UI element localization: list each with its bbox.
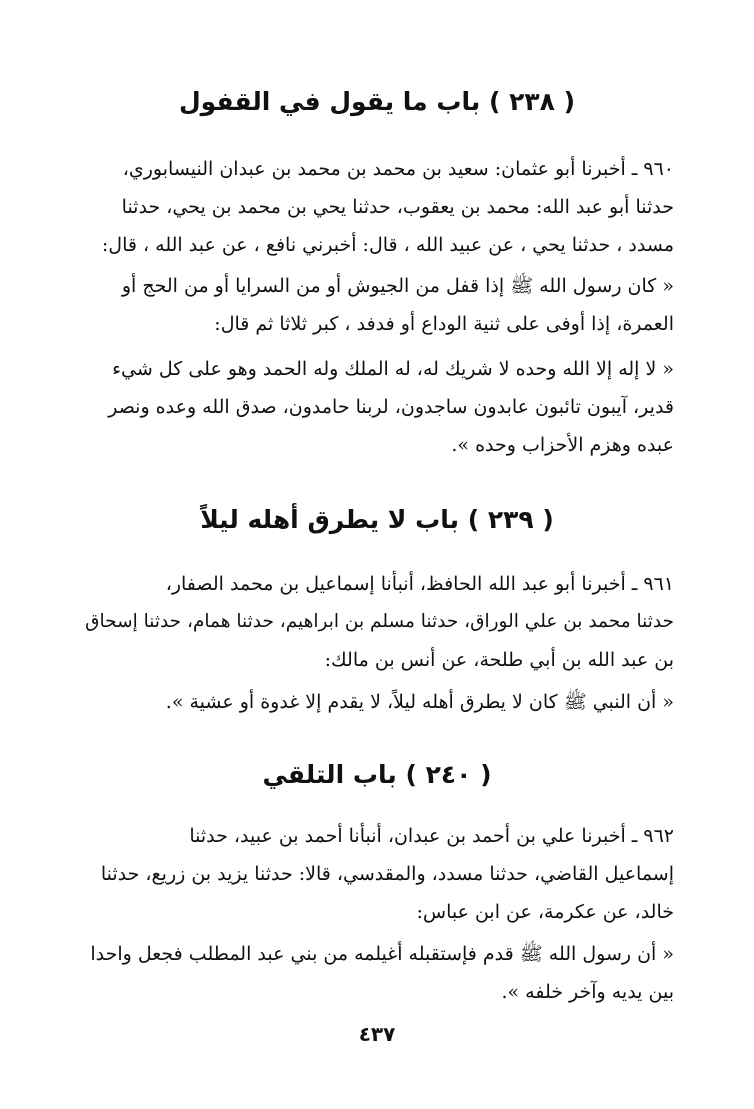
text-line: قدير، آيبون تائبون عابدون ساجدون، لربنا حامدون، صدق الله وعده ونصر	[108, 396, 674, 418]
text-line: « أن النبي ﷺ كان لا يطرق أهله ليلاً، لا يقدم إلا غدوة أو عشية ».	[165, 691, 674, 713]
hadith-961-matn	[74, 683, 674, 721]
text-line: حدثنا أبو عبد الله: محمد بن يعقوب، حدثنا يحي بن محمد بن يحي، حدثنا	[121, 196, 674, 218]
text-line: ٩٦٠ ـ أخبرنا أبو عثمان: سعيد بن محمد بن محمد بن عبدان النيسابوري،	[122, 158, 674, 180]
text-line: العمرة، إذا أوفى على ثنية الوداع أو فدفد ، كبر ثلاثا ثم قال:	[214, 313, 674, 335]
text-line: ٩٦١ ـ أخبرنا أبو عبد الله الحافظ، أنبأنا إسماعيل بن محمد الصفار،	[165, 573, 674, 595]
text-line: عبده وهزم الأحزاب وحده ».	[451, 434, 674, 456]
text-line: « كان رسول الله ﷺ إذا قفل من الجيوش أو من السرايا أو من الحج أو	[121, 275, 674, 297]
hadith-962-isnad	[74, 817, 674, 931]
text-line: إسماعيل القاضي، حدثنا مسدد، والمقدسي، قالا: حدثنا يزيد بن زريع، حدثنا	[100, 863, 674, 885]
text-line: بن عبد الله بن أبي طلحة، عن أنس بن مالك:	[324, 649, 674, 671]
hadith-961-isnad	[74, 565, 674, 679]
text-line: « أن رسول الله ﷺ قدم فإستقبله أغيلمه من بني عبد المطلب فجعل واحدا	[90, 943, 674, 965]
page-number: ٤٣٧	[358, 1022, 396, 1046]
text-line: خالد، عن عكرمة، عن ابن عباس:	[416, 901, 674, 923]
text-line: « لا إله إلا الله وحده لا شريك له، له الملك وله الحمد وهو على كل شيء	[112, 358, 674, 380]
chapter-heading-238: ( ٢٣٨ ) باب ما يقول في القفول	[178, 87, 576, 116]
hadith-960-isnad	[74, 150, 674, 264]
text-line: ٩٦٢ ـ أخبرنا علي بن أحمد بن عبدان، أنبأنا أحمد بن عبيد، حدثنا	[189, 825, 674, 847]
hadith-962-matn	[74, 935, 674, 1011]
text-line: مسدد ، حدثنا يحي ، عن عبيد الله ، قال: أخبرني نافع ، عن عبد الله ، قال:	[101, 234, 674, 256]
text-line: حدثنا محمد بن علي الوراق، حدثنا مسلم بن ابراهيم، حدثنا همام، حدثنا إسحاق	[85, 611, 674, 632]
hadith-960-matn-2	[74, 350, 674, 464]
chapter-heading-240: ( ٢٤٠ ) باب التلقي	[262, 760, 492, 789]
text-line: بين يديه وآخر خلفه ».	[501, 981, 674, 1003]
hadith-960-matn-1	[74, 267, 674, 343]
chapter-heading-239: ( ٢٣٩ ) باب لا يطرق أهله ليلاً	[200, 505, 554, 534]
